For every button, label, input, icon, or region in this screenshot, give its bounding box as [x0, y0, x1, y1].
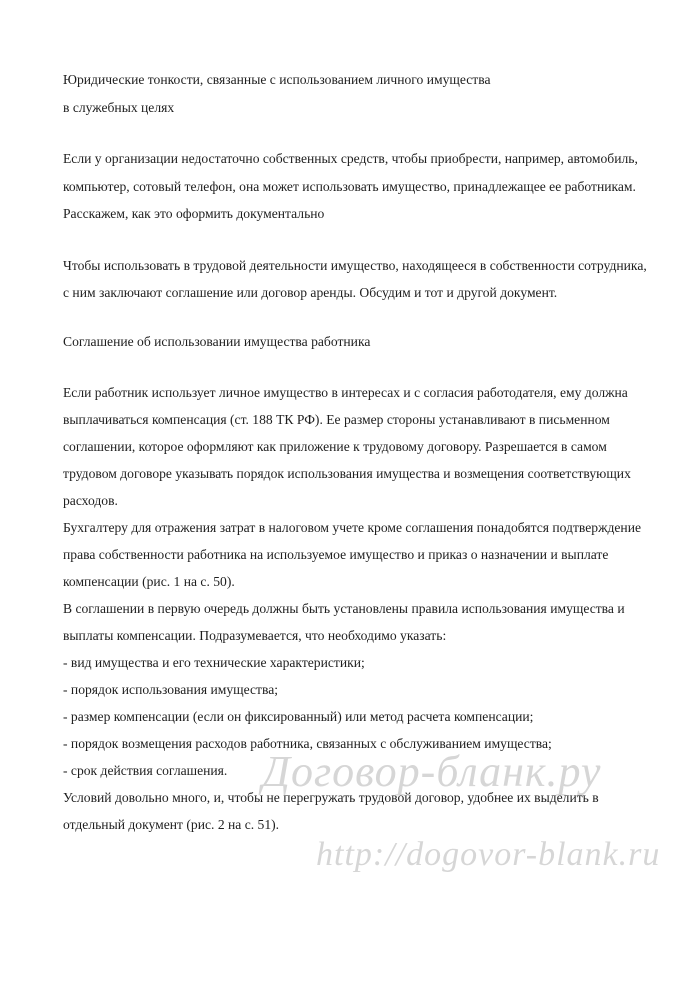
body-paragraph-line: отдельный документ (рис. 2 на с. 51). — [63, 817, 280, 832]
intro-paragraph-line: Чтобы использовать в трудовой деятельности имущество, находящееся в собственности сотрудника, — [63, 258, 647, 273]
body-paragraph-line: выплаты компенсации. Подразумевается, что необходимо указать: — [63, 628, 447, 643]
lead-paragraph-line: Расскажем, как это оформить документально — [63, 206, 325, 221]
body-paragraph-line: В соглашении в первую очередь должны быть установлены правила использования имущества и — [63, 601, 625, 616]
list-item: - размер компенсации (если он фиксированный) или метод расчета компенсации; — [63, 709, 534, 724]
watermark-site-name: Договор-бланк.ру — [262, 747, 602, 796]
section-heading: Соглашение об использовании имущества работника — [63, 334, 371, 349]
body-paragraph-line: соглашении, которое оформляют как приложение к трудовому договору. Разрешается в самом — [63, 439, 607, 454]
list-item: - срок действия соглашения. — [63, 763, 228, 778]
body-paragraph-line: права собственности работника на используемое имущество и приказ о назначении и выплате — [63, 547, 609, 562]
article-title-line-2: в служебных целях — [63, 100, 175, 115]
lead-paragraph-line: компьютер, сотовый телефон, она может использовать имущество, принадлежащее ее работникам. — [63, 179, 636, 194]
body-paragraph-line: Бухгалтеру для отражения затрат в налоговом учете кроме соглашения понадобятся подтверждение — [63, 520, 642, 535]
list-item: - вид имущества и его технические характеристики; — [63, 655, 365, 670]
body-paragraph-line: выплачиваться компенсация (ст. 188 ТК РФ). Ее размер стороны устанавливают в письменном — [63, 412, 610, 427]
list-item: - порядок возмещения расходов работника, связанных с обслуживанием имущества; — [63, 736, 552, 751]
body-paragraph-line: расходов. — [63, 493, 118, 508]
article-title-line-1: Юридические тонкости, связанные с использованием личного имущества — [63, 72, 491, 87]
body-paragraph-line: трудовом договоре указывать порядок использования имущества и возмещения соответствующих — [63, 466, 631, 481]
lead-paragraph-line: Если у организации недостаточно собственных средств, чтобы приобрести, например, автомобиль, — [63, 151, 638, 166]
list-item: - порядок использования имущества; — [63, 682, 279, 697]
intro-paragraph-line: с ним заключают соглашение или договор аренды. Обсудим и тот и другой документ. — [63, 285, 558, 300]
body-paragraph-line: Если работник использует личное имущество в интересах и с согласия работодателя, ему должна — [63, 385, 628, 400]
body-paragraph-line: Условий довольно много, и, чтобы не перегружать трудовой договор, удобнее их выделить в — [63, 790, 599, 805]
watermark-url: http://dogovor-blank.ru — [316, 836, 661, 873]
body-paragraph-line: компенсации (рис. 1 на с. 50). — [63, 574, 235, 589]
